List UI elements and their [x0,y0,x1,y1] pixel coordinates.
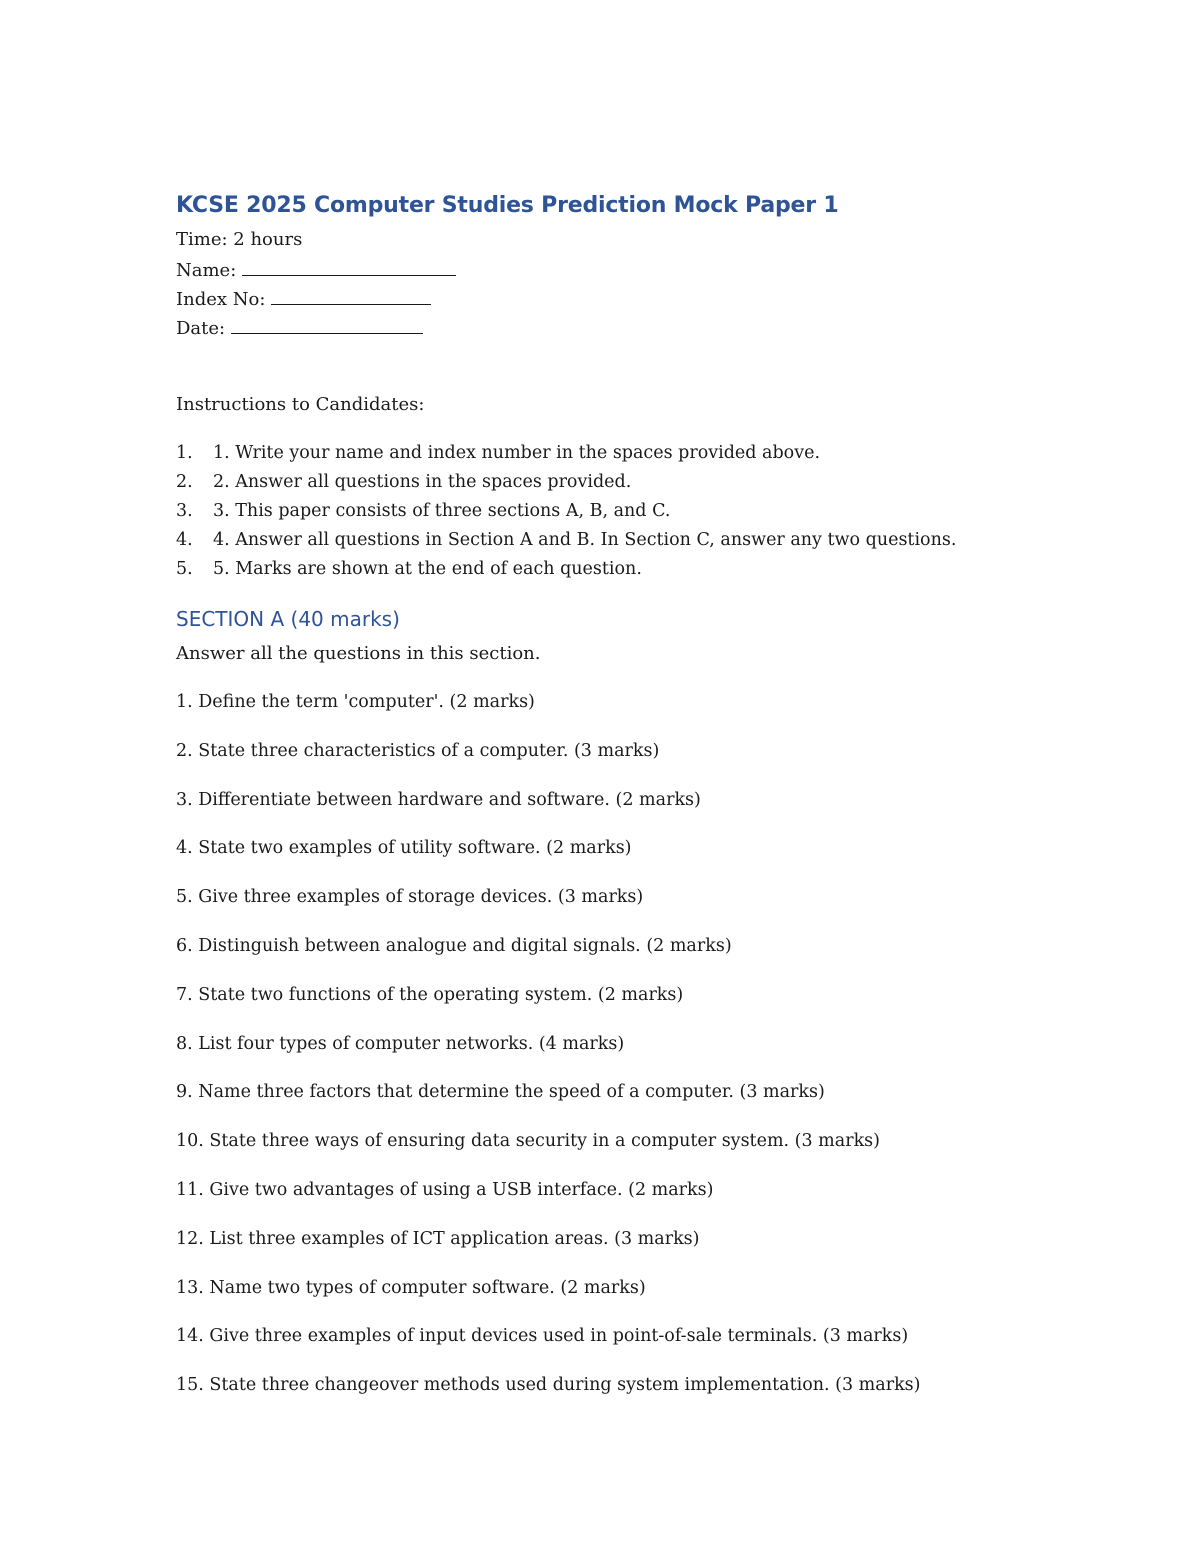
instructions-heading: Instructions to Candidates: [176,394,425,415]
time-line: Time: 2 hours [176,229,303,250]
instruction-item: 2. 2. Answer all questions in the spaces provided. [176,472,632,492]
name-label: Name: [176,260,237,281]
instruction-item: 4. 4. Answer all questions in Section A and B. In Section C, answer any two questions. [176,530,957,550]
question-item: 1. Define the term 'computer'. (2 marks) [176,692,535,712]
question-item: 13. Name two types of computer software. (2 marks) [176,1277,646,1298]
question-item: 6. Distinguish between analogue and digital signals. (2 marks) [176,935,732,956]
question-item: 14. Give three examples of input devices used in point-of-sale terminals. (3 marks) [176,1326,909,1347]
name-blank [242,257,456,276]
section-a-subtitle: Answer all the questions in this section. [176,643,541,664]
date-blank [231,315,423,334]
index-blank [271,286,431,305]
question-item: 3. Differentiate between hardware and software. (2 marks) [176,789,701,810]
question-item: 7. State two functions of the operating system. (2 marks) [176,984,684,1005]
question-item: 8. List four types of computer networks. (4 marks) [176,1033,625,1054]
question-item: 12. List three examples of ICT application areas. (3 marks) [176,1228,700,1249]
instruction-item: 5. 5. Marks are shown at the end of each question. [176,559,642,579]
question-item: 9. Name three factors that determine the speed of a computer. (3 marks) [176,1082,825,1103]
question-item: 5. Give three examples of storage devices. (3 marks) [176,887,644,908]
question-item: 2. State three characteristics of a computer. (3 marks) [176,740,660,761]
name-field [176,257,456,283]
section-a-questions [176,690,921,1422]
question-item: 15. State three changeover methods used during system implementation. (3 marks) [176,1375,921,1396]
date-label: Date: [176,318,226,339]
question-item: 11. Give two advantages of using a USB interface. (2 marks) [176,1179,714,1200]
section-a-title: SECTION A (40 marks) [176,607,400,631]
paper-title: KCSE 2025 Computer Studies Prediction Mock Paper 1 [176,193,839,218]
question-item: 4. State two examples of utility software. (2 marks) [176,838,632,859]
question-item: 10. State three ways of ensuring data security in a computer system. (3 marks) [176,1131,880,1152]
index-field [176,286,431,312]
index-label: Index No: [176,289,266,310]
instructions-list [176,441,956,586]
instruction-item: 1. 1. Write your name and index number in the spaces provided above. [176,443,821,463]
instruction-item: 3. 3. This paper consists of three sections A, B, and C. [176,501,671,521]
date-field [176,315,423,341]
